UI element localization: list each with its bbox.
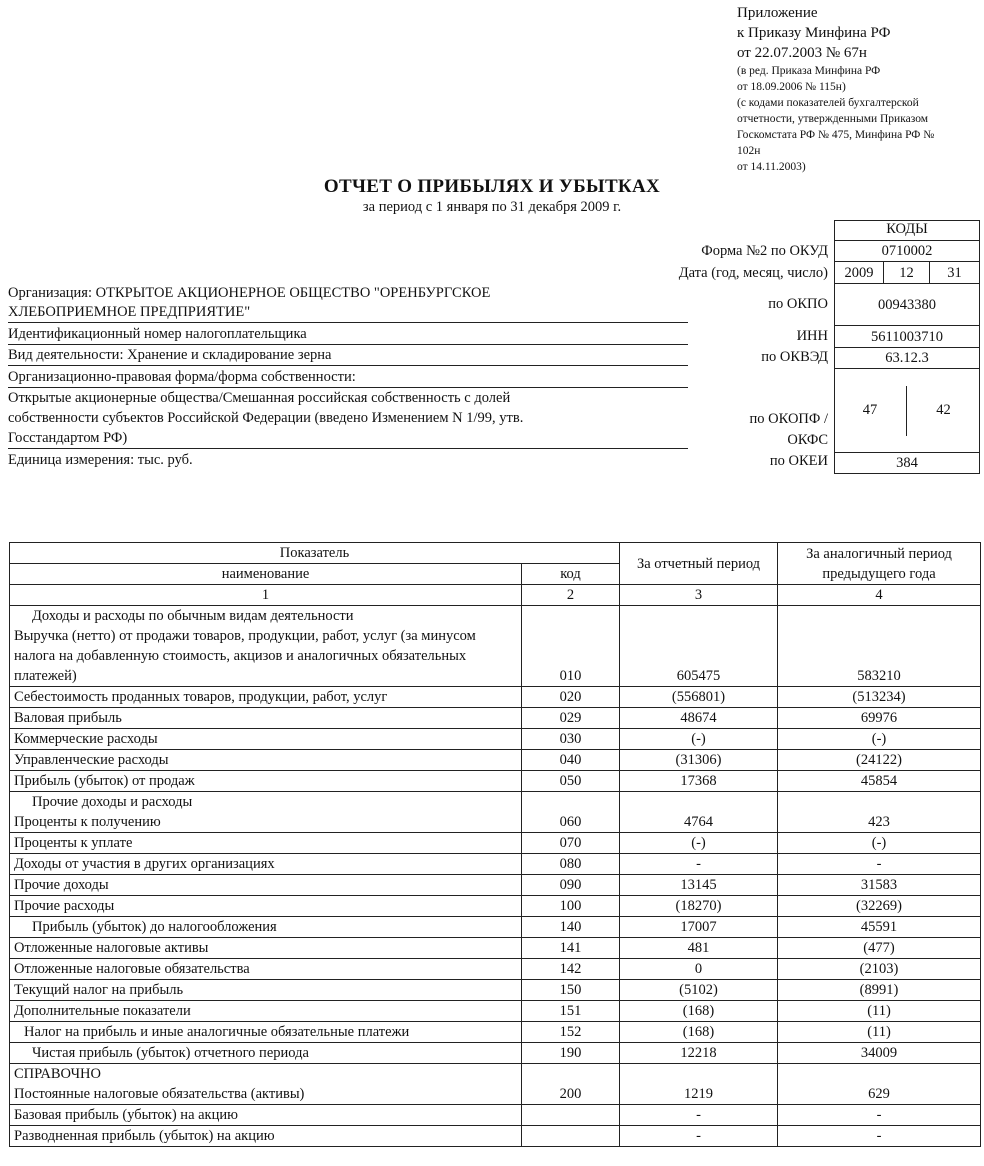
row-name: Валовая прибыль xyxy=(10,708,522,729)
row-previous-value: 583210 xyxy=(778,626,981,687)
appendix-note-line: от 18.09.2006 № 115н) xyxy=(737,81,846,93)
date-month: 12 xyxy=(883,261,930,284)
org-name-line: Организация: ОТКРЫТОЕ АКЦИОНЕРНОЕ ОБЩЕСТВО "ОРЕНБУРГСКОЕ xyxy=(8,285,491,301)
row-code: 080 xyxy=(522,854,620,875)
appendix-note-line: (в ред. Приказа Минфина РФ xyxy=(737,65,881,77)
okud-value: 0710002 xyxy=(834,240,980,262)
org-activity: Вид деятельности: Хранение и складирование зерна xyxy=(8,345,688,366)
table-row xyxy=(10,792,981,813)
table-row xyxy=(10,938,981,959)
row-current-value: 17007 xyxy=(620,917,778,938)
table-row xyxy=(10,959,981,980)
row-current-value: - xyxy=(620,1126,778,1147)
row-previous-value: - xyxy=(778,1126,981,1147)
table-row xyxy=(10,606,981,627)
table-row xyxy=(10,1084,981,1105)
row-code: 029 xyxy=(522,708,620,729)
row-previous-value: 34009 xyxy=(778,1043,981,1064)
row-name: Постоянные налоговые обязательства (активы) xyxy=(10,1084,522,1105)
row-name: Проценты к получению xyxy=(10,812,522,833)
row-code: 020 xyxy=(522,687,620,708)
okfs-label: ОКФС xyxy=(787,432,828,448)
row-previous-value xyxy=(778,606,981,627)
row-current-value: (18270) xyxy=(620,896,778,917)
table-row xyxy=(10,854,981,875)
date-year: 2009 xyxy=(834,261,884,284)
report-period: за период с 1 января по 31 декабря 2009 г. xyxy=(362,199,622,215)
row-current-value: 0 xyxy=(620,959,778,980)
okei-value: 384 xyxy=(834,452,980,474)
header-previous-period: За аналогичный период предыдущего года xyxy=(778,543,981,585)
org-ownership-line: Госстандартом РФ) xyxy=(8,428,688,449)
header-col-number: 4 xyxy=(778,585,981,606)
row-current-value: 13145 xyxy=(620,875,778,896)
row-code: 151 xyxy=(522,1001,620,1022)
row-current-value: (-) xyxy=(620,833,778,854)
row-previous-value: (11) xyxy=(778,1001,981,1022)
date-day: 31 xyxy=(929,261,980,284)
appendix-note-line: от 14.11.2003) xyxy=(737,161,806,173)
row-code: 190 xyxy=(522,1043,620,1064)
row-previous-value xyxy=(778,792,981,813)
row-name: Прочие доходы и расходы xyxy=(10,792,522,813)
row-name: Базовая прибыль (убыток) на акцию xyxy=(10,1105,522,1126)
row-previous-value: - xyxy=(778,1105,981,1126)
row-code: 090 xyxy=(522,875,620,896)
table-row xyxy=(10,687,981,708)
row-previous-value: - xyxy=(778,854,981,875)
table-row xyxy=(10,1043,981,1064)
codes-header: КОДЫ xyxy=(834,220,980,241)
row-previous-value xyxy=(778,1064,981,1085)
row-code xyxy=(522,606,620,627)
row-name: Прибыль (убыток) до налогообложения xyxy=(10,917,522,938)
row-code: 140 xyxy=(522,917,620,938)
row-name: Налог на прибыль и иные аналогичные обязательные платежи xyxy=(10,1022,522,1043)
row-previous-value: 31583 xyxy=(778,875,981,896)
table-row xyxy=(10,875,981,896)
row-previous-value: 45854 xyxy=(778,771,981,792)
org-ownership-line: собственности субъектов Российской Федерации (введено Изменением N 1/99, утв. xyxy=(8,410,524,426)
table-row xyxy=(10,771,981,792)
okpo-label: по ОКПО xyxy=(768,296,828,312)
org-ownership-line: Открытые акционерные общества/Смешанная российская собственность с долей xyxy=(8,390,511,406)
row-name: Доходы и расходы по обычным видам деятельности xyxy=(10,606,522,627)
row-code: 100 xyxy=(522,896,620,917)
row-current-value: 4764 xyxy=(620,812,778,833)
report-title: ОТЧЕТ О ПРИБЫЛЯХ И УБЫТКАХ xyxy=(323,176,661,197)
row-current-value: 1219 xyxy=(620,1084,778,1105)
row-code: 050 xyxy=(522,771,620,792)
date-label: Дата (год, месяц, число) xyxy=(678,265,828,281)
header-current-period: За отчетный период xyxy=(620,543,778,585)
row-name: Дополнительные показатели xyxy=(10,1001,522,1022)
row-previous-value: (24122) xyxy=(778,750,981,771)
row-code: 142 xyxy=(522,959,620,980)
header-indicator: Показатель xyxy=(10,543,620,564)
row-current-value: 605475 xyxy=(620,626,778,687)
row-name: Отложенные налоговые активы xyxy=(10,938,522,959)
table-body xyxy=(10,606,981,1147)
table-row xyxy=(10,708,981,729)
row-name: Доходы от участия в других организациях xyxy=(10,854,522,875)
row-previous-value: 45591 xyxy=(778,917,981,938)
row-current-value xyxy=(620,1064,778,1085)
okfs-value: 42 xyxy=(936,402,951,418)
row-name: Прибыль (убыток) от продаж xyxy=(10,771,522,792)
table-row xyxy=(10,980,981,1001)
row-current-value: (556801) xyxy=(620,687,778,708)
row-name: СПРАВОЧНО xyxy=(10,1064,522,1085)
row-current-value xyxy=(620,606,778,627)
row-previous-value: (8991) xyxy=(778,980,981,1001)
okved-value: 63.12.3 xyxy=(834,347,980,369)
inn-value: 5611003710 xyxy=(834,325,980,348)
row-code: 030 xyxy=(522,729,620,750)
row-current-value: (31306) xyxy=(620,750,778,771)
appendix-line: Приложение xyxy=(737,5,818,21)
row-previous-value: (-) xyxy=(778,729,981,750)
org-legal-form: Организационно-правовая форма/форма собственности: xyxy=(8,367,688,388)
header-col-number: 3 xyxy=(620,585,778,606)
appendix-note xyxy=(737,3,982,175)
table-row xyxy=(10,729,981,750)
table-row xyxy=(10,1022,981,1043)
row-code: 060 xyxy=(522,812,620,833)
row-code: 070 xyxy=(522,833,620,854)
row-current-value: 48674 xyxy=(620,708,778,729)
row-code xyxy=(522,792,620,813)
row-previous-value: (2103) xyxy=(778,959,981,980)
table-row xyxy=(10,1001,981,1022)
row-name: Отложенные налоговые обязательства xyxy=(10,959,522,980)
okved-label: по ОКВЭД xyxy=(761,349,828,365)
org-name-line: ХЛЕБОПРИЕМНОЕ ПРЕДПРИЯТИЕ" xyxy=(8,302,688,323)
row-current-value: (-) xyxy=(620,729,778,750)
okud-label: Форма №2 по ОКУД xyxy=(701,243,828,259)
row-current-value: (5102) xyxy=(620,980,778,1001)
row-current-value: (168) xyxy=(620,1001,778,1022)
row-previous-value: 629 xyxy=(778,1084,981,1105)
row-name: Прочие доходы xyxy=(10,875,522,896)
table-row xyxy=(10,896,981,917)
header-col-number: 2 xyxy=(522,585,620,606)
row-name: Себестоимость проданных товаров, продукции, работ, услуг xyxy=(10,687,522,708)
row-code xyxy=(522,1105,620,1126)
row-current-value: - xyxy=(620,854,778,875)
row-name: Коммерческие расходы xyxy=(10,729,522,750)
appendix-note-line: отчетности, утвержденными Приказом xyxy=(737,113,929,125)
appendix-line: к Приказу Минфина РФ xyxy=(737,25,891,41)
row-code: 141 xyxy=(522,938,620,959)
row-code: 152 xyxy=(522,1022,620,1043)
row-code: 150 xyxy=(522,980,620,1001)
header-name: наименование xyxy=(10,564,522,585)
appendix-note-line: 102н xyxy=(737,145,761,157)
row-code xyxy=(522,1064,620,1085)
header-code: код xyxy=(522,564,620,585)
appendix-line: от 22.07.2003 № 67н xyxy=(737,45,867,61)
table-row xyxy=(10,833,981,854)
table-row xyxy=(10,1064,981,1085)
row-code: 200 xyxy=(522,1084,620,1105)
appendix-note-line: (с кодами показателей бухгалтерской xyxy=(737,97,919,109)
okopf-value: 47 xyxy=(862,402,878,418)
row-name: Чистая прибыль (убыток) отчетного периода xyxy=(10,1043,522,1064)
row-previous-value: (32269) xyxy=(778,896,981,917)
org-unit: Единица измерения: тыс. руб. xyxy=(8,452,193,468)
row-current-value xyxy=(620,792,778,813)
row-name: Прочие расходы xyxy=(10,896,522,917)
row-code: 040 xyxy=(522,750,620,771)
row-previous-value: (477) xyxy=(778,938,981,959)
income-statement-table xyxy=(9,542,981,1147)
row-current-value: 17368 xyxy=(620,771,778,792)
okei-label: по ОКЕИ xyxy=(769,453,828,469)
row-previous-value: (513234) xyxy=(778,687,981,708)
row-previous-value: (11) xyxy=(778,1022,981,1043)
okopf-label: по ОКОПФ / xyxy=(749,411,828,427)
row-current-value: 12218 xyxy=(620,1043,778,1064)
row-name: Разводненная прибыль (убыток) на акцию xyxy=(10,1126,522,1147)
table-row xyxy=(10,812,981,833)
table-row xyxy=(10,750,981,771)
row-code: 010 xyxy=(522,626,620,687)
header-col-number: 1 xyxy=(10,585,522,606)
row-current-value: (168) xyxy=(620,1022,778,1043)
row-previous-value: (-) xyxy=(778,833,981,854)
row-previous-value: 69976 xyxy=(778,708,981,729)
appendix-note-line: Госкомстата РФ № 475, Минфина РФ № xyxy=(737,129,935,141)
row-name: Выручка (нетто) от продажи товаров, продукции, работ, услуг (за минусом налога на добавленную стоимость, акцизов и аналогичных обязательных платежей) xyxy=(10,626,522,687)
okpo-value: 00943380 xyxy=(834,283,980,326)
row-code xyxy=(522,1126,620,1147)
inn-label: ИНН xyxy=(796,328,828,344)
row-current-value: 481 xyxy=(620,938,778,959)
row-name: Управленческие расходы xyxy=(10,750,522,771)
row-name: Проценты к уплате xyxy=(10,833,522,854)
row-name: Текущий налог на прибыль xyxy=(10,980,522,1001)
table-row xyxy=(10,1126,981,1147)
table-row xyxy=(10,626,981,687)
row-current-value: - xyxy=(620,1105,778,1126)
table-row xyxy=(10,917,981,938)
row-previous-value: 423 xyxy=(778,812,981,833)
table-row xyxy=(10,1105,981,1126)
org-inn-line: Идентификационный номер налогоплательщика xyxy=(8,324,688,345)
